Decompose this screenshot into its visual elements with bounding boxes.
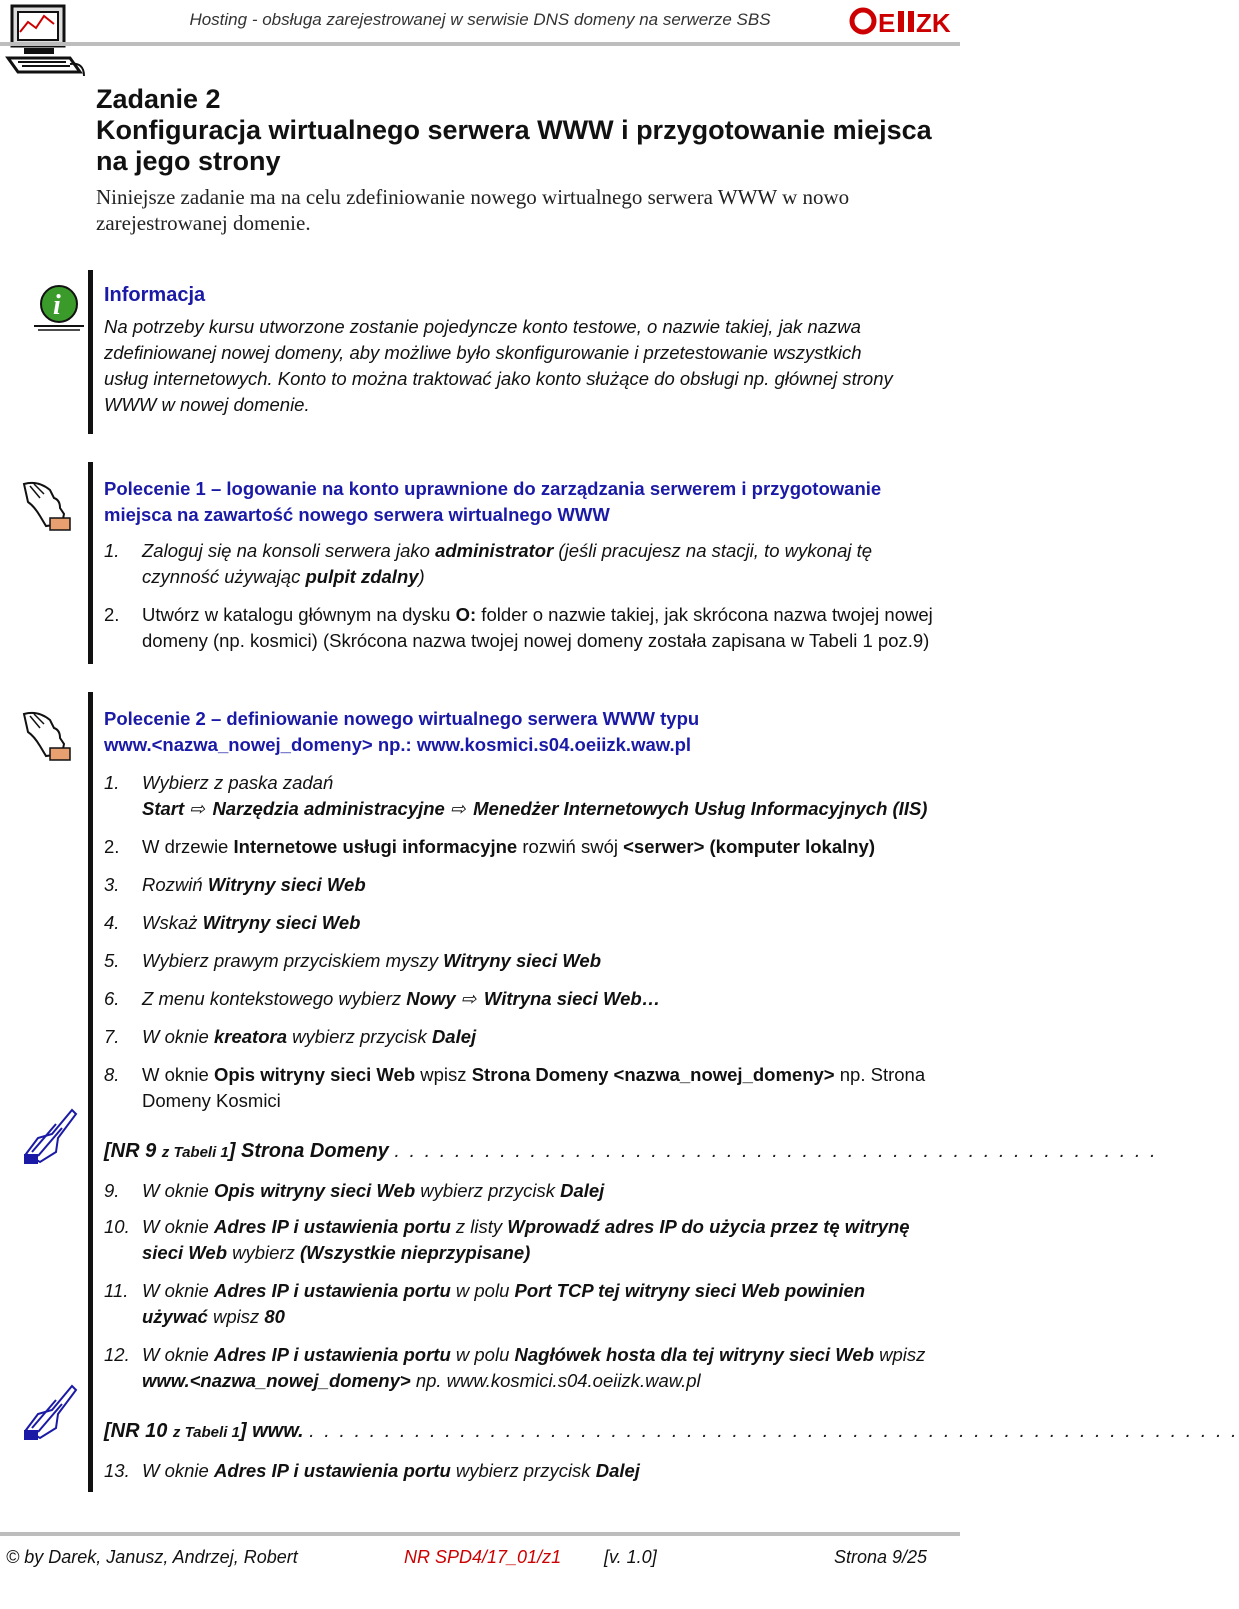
list-item: 9. W oknie Opis witryny sieci Web wybierz przycisk Dalej [104, 1180, 605, 1201]
cmd2-bar [88, 692, 93, 1492]
list-item: 1. Wybierz z paska zadań Start ⇨ Narzędzia administracyjne ⇨ Menedżer Internetowych Usług Informacyjnych (IIS) [104, 770, 934, 822]
info-bar [88, 270, 93, 434]
svg-text:ZK: ZK [916, 8, 951, 38]
footer-version: [v. 1.0] [604, 1547, 657, 1567]
footer-authors: © by Darek, Janusz, Andrzej, Robert [6, 1547, 298, 1567]
list-item: 1. Zaloguj się na konsoli serwera jako administrator (jeśli pracujesz na stacji, to wykonaj tę czynność używając pulpit zdalny) [104, 540, 873, 587]
arrow-right-icon: ⇨ [189, 798, 205, 819]
nr10-fill-line: [NR 10 z Tabeli 1] www. . . . . . . . . . . . . . . . . . . . . . . . . . . . . . . . . . . . . . . . . . . . . . . . . . . . . . . . . . . . . . . [104, 1420, 1239, 1442]
task-number: Zadanie 2 [96, 84, 221, 114]
list-item: 10. W oknie Adres IP i ustawienia portu z listy Wprowadź adres IP do użycia przez tę witrynę sieci Web wybierz (Wszystkie nieprzypisane) [104, 1216, 910, 1263]
writing-hand-icon [22, 1380, 80, 1442]
cmd2-title-line1: Polecenie 2 – definiowanie nowego wirtualnego serwera WWW typu [104, 708, 700, 729]
cmd2-steps [104, 0, 1239, 1609]
info-icon [34, 284, 84, 334]
svg-text:i: i [53, 290, 61, 321]
svg-text:E: E [878, 8, 896, 38]
list-item: 8. W oknie Opis witryny sieci Web wpisz Strona Domeny <nazwa_nowej_domeny> np. Strona Domeny Kosmici [104, 1064, 926, 1111]
list-item: 12. W oknie Adres IP i ustawienia portu w polu Nagłówek hosta dla tej witryny sieci Web wpisz www.<nazwa_nowej_domeny> np. www.kosmici.s04.oeiizk.waw.pl [104, 1344, 926, 1391]
task-title-line1: Konfiguracja wirtualnego serwera WWW i przygotowanie miejsca [96, 115, 932, 145]
list-item: 4. Wskaż Witryny sieci Web [104, 912, 361, 933]
list-item: 2. W drzewie Internetowe usługi informacyjne rozwiń swój <serwer> (komputer lokalny) [104, 836, 876, 857]
cmd1-title: Polecenie 1 – logowanie na konto uprawnione do zarządzania serwerem i przygotowanie miejsca na zawartość nowego serwera wirtualnego WWW [104, 478, 882, 525]
pointing-hand-icon [20, 706, 78, 762]
footer-page-number: Strona 9/25 [834, 1547, 928, 1567]
list-item: 6. Z menu kontekstowego wybierz Nowy ⇨ Witryna sieci Web… [104, 986, 934, 1012]
cmd2-title-line2: www.<nazwa_nowej_domeny> np.: www.kosmici.s04.oeiizk.waw.pl [104, 734, 692, 755]
footer-rule [0, 1532, 960, 1536]
list-item: 5. Wybierz prawym przyciskiem myszy Witryny sieci Web [104, 950, 601, 971]
pointing-hand-icon [20, 476, 78, 532]
info-text: Na potrzeby kursu utworzone zostanie pojedyncze konto testowe, o nazwie takiej, jak nazwa zdefiniowanej nowej domeny, aby możliwe było skonfigurowanie i przetestowanie wszystkich usług internetowych. Konto to można traktować jako konto służące do obsługi np. głównej strony WWW w nowej domenie. [104, 316, 893, 415]
task-intro: Niniejsze zadanie ma na celu zdefiniowanie nowego wirtualnego serwera WWW w nowo zarejestrowanej domenie. [96, 185, 850, 235]
arrow-right-icon: ⇨ [460, 988, 477, 1009]
header-title: Hosting - obsługa zarejestrowanej w serwisie DNS domeny na serwerze SBS [189, 10, 771, 29]
task-title-line2: na jego strony [96, 146, 281, 176]
list-item: 13. W oknie Adres IP i ustawienia portu wybierz przycisk Dalej [104, 1460, 640, 1481]
cmd1-bar [88, 462, 93, 664]
writing-hand-icon [22, 1104, 80, 1166]
info-title: Informacja [104, 284, 206, 306]
nr9-fill-line: [NR 9 z Tabeli 1] Strona Domeny . . . . . . . . . . . . . . . . . . . . . . . . . . . . . . . . . . . . . . . . . . . . . . . . . . . [104, 1140, 1158, 1162]
arrow-right-icon: ⇨ [449, 798, 466, 819]
list-item: 7. W oknie kreatora wybierz przycisk Dalej [104, 1026, 477, 1047]
list-item: 2. Utwórz w katalogu głównym na dysku O: folder o nazwie takiej, jak skrócona nazwa twojej nowej domeny (np. kosmici) (Skrócona nazwa twojej nowej domeny została zapisana w Tabeli 1 poz.9) [104, 604, 933, 651]
list-item: 11. W oknie Adres IP i ustawienia portu w polu Port TCP tej witryny sieci Web powinien używać wpisz 80 [104, 1280, 866, 1327]
footer-doc-number: NR SPD4/17_01/z1 [404, 1547, 562, 1567]
list-item: 3. Rozwiń Witryny sieci Web [104, 874, 366, 895]
